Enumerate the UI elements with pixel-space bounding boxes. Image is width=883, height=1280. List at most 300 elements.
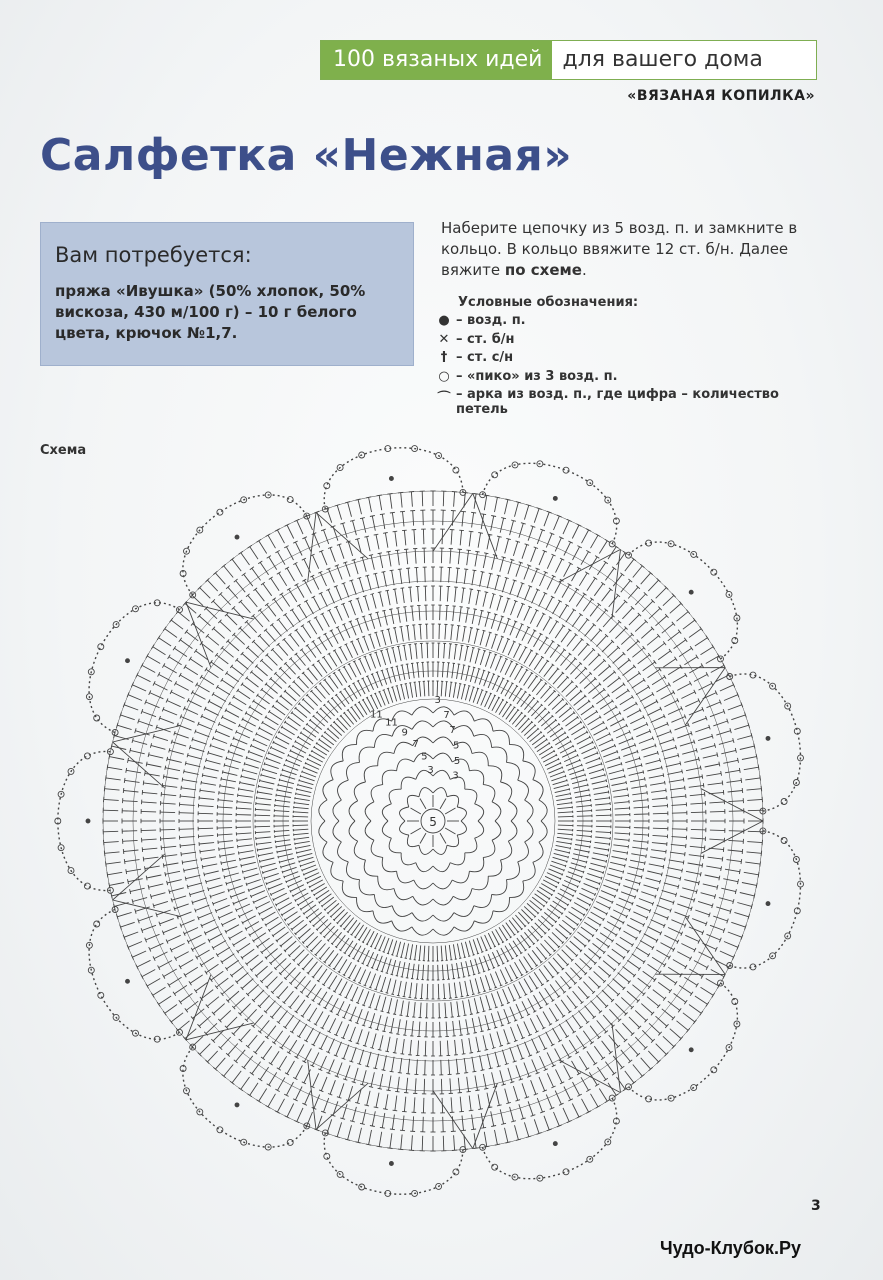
stitch-column [407,664,409,679]
stitch-column [513,542,517,556]
stitch-column [424,681,425,696]
stitch-top [132,899,133,904]
stitch-top [505,983,508,984]
stitch-column [249,752,263,757]
stitch-column [401,493,402,508]
stitch-column [260,1020,270,1032]
stitch-column [734,725,748,729]
stitch-top [510,1082,514,1083]
inner-arch [346,862,359,880]
stitch-column [195,732,209,737]
stitch-column [615,833,630,834]
stitch-top [383,533,388,534]
stitch-column [596,826,611,827]
stitch-column [701,745,716,749]
stitch-column [557,677,567,688]
stitch-column [616,602,626,613]
stitch-column [475,552,478,567]
stitch-column [539,551,545,565]
stitch-column [630,779,645,782]
stitch-column [589,655,600,666]
arch-count-label: 7 [443,709,450,721]
stitch-column [555,789,570,792]
stitch-column [382,631,386,646]
stitch-column [747,789,762,790]
stitch-column [528,998,535,1011]
stitch-column [737,736,752,740]
stitch-top [510,559,514,560]
stitch-column [259,907,272,914]
stitch-column [632,847,647,849]
stitch-column [339,1083,344,1097]
stitch-top [278,856,279,858]
stitch-top [488,672,490,673]
stitch-top [378,1088,382,1089]
stitch-column [199,616,210,626]
stitch-column [529,976,537,989]
stitch-column [348,502,352,517]
stitch-column [278,1011,287,1023]
stitch-column [164,863,179,866]
stitch-column [257,842,272,844]
stitch-column [572,525,579,539]
inner-arch [401,777,416,789]
stitch-top [202,773,203,777]
stitch-column [610,719,623,726]
stitch-column [564,755,578,761]
stitch-top [647,791,648,794]
stitch-top [352,559,356,560]
stitch-column [511,601,516,615]
stitch-column [560,746,573,753]
stitch-column [159,961,172,968]
stitch-column [415,549,416,564]
stitch-column [748,831,763,832]
stitch-top [303,874,304,876]
stitch-column [461,665,464,680]
stitch-column [547,1073,553,1087]
stitch-top [477,953,479,954]
stitch-column [418,1041,419,1056]
stitch-top [514,600,518,601]
stitch-top [259,779,260,782]
stitch-column [294,950,305,961]
inner-arch [342,745,356,761]
stitch-column [232,666,244,675]
stitch-column [364,991,369,1005]
stitch-top [279,779,280,782]
stitch-column [519,523,523,537]
stitch-column [689,1005,701,1014]
stitch-column [380,1074,383,1089]
stitch-column [558,825,573,826]
stitch-top [370,1126,375,1127]
stitch-column [209,934,222,941]
stitch-column [272,625,282,637]
stitch-top [481,1127,486,1128]
stitch-column [415,945,417,960]
stitch-column [563,1108,569,1122]
stitch-column [519,670,527,683]
stitch-column [472,609,475,624]
stitch-top [589,904,590,907]
stitch-top [683,778,684,782]
stitch-column [422,491,423,506]
stitch-top [390,570,394,571]
stitch-column [287,1061,295,1074]
stitch-column [570,941,581,951]
stitch-column [192,692,205,699]
stitch-column [286,876,300,882]
stitch-column [276,737,289,744]
stitch-column [266,717,279,725]
stitch-column [608,1083,616,1096]
stitch-column [398,981,401,996]
stitch-column [397,942,401,957]
stitch-top [469,1053,473,1054]
stitch-column [501,948,508,961]
stitch-top [464,957,466,958]
stitch-top [489,989,492,990]
stitch-column [257,792,272,794]
stitch-column [620,697,633,705]
stitch-column [555,1004,563,1017]
stitch-top [400,684,402,685]
stitch-column [596,695,608,704]
stitch-column [293,829,308,830]
stitch-column [284,765,298,770]
stitch-top [189,745,190,749]
stitch-top [682,869,683,873]
stitch-column [239,726,252,733]
stitch-column [742,757,757,760]
stitch-column [292,610,300,623]
stitch-column [420,624,421,639]
stitch-column [464,569,466,584]
stitch-column [203,775,218,778]
stitch-column [640,941,653,949]
inner-arch [364,860,378,876]
stitch-column [419,1022,420,1037]
stitch-column [485,612,489,626]
stitch-column [596,809,611,810]
stitch-column [302,865,316,870]
stitch-top [364,1105,369,1106]
stitch-column [387,978,391,993]
stitch-column [279,780,294,784]
stitch-column [515,502,519,517]
stitch-top [735,889,736,894]
stitch-column [630,860,645,863]
stitch-column [294,807,309,808]
stitch-top [592,741,593,744]
stitch-top [567,861,568,863]
stitch-top [210,744,211,748]
stitch-column [647,997,659,1007]
stitch-column [449,945,451,960]
stitch-top [570,740,571,742]
stitch-top [562,766,563,768]
stitch-column [574,790,589,793]
arch-count-label: 7 [412,739,419,750]
stitch-column [505,539,509,554]
inner-arch [465,789,477,804]
stitch-column [563,520,569,534]
stitch-top [463,977,466,978]
stitch-top [738,758,739,763]
stitch-column [709,839,724,840]
stitch-top [654,660,657,664]
stitch-column [544,665,553,677]
inner-arch [472,876,488,890]
stitch-column [271,1051,279,1064]
stitch-top [165,872,166,876]
stitch-column [278,552,286,565]
stitch-column [423,965,424,980]
stitch-column [255,1041,264,1053]
stitch-top [385,590,389,591]
stitch-column [566,717,578,726]
stitch-column [575,963,586,974]
stitch-top [378,553,382,554]
stitch-column [402,962,405,977]
stitch-column [466,666,469,681]
stitch-top [481,952,483,953]
stitch-column [195,905,209,910]
stitch-column [257,848,272,850]
stitch-column [579,1056,587,1069]
stitch-column [213,899,227,904]
scallop-edge [183,495,307,595]
stitch-column [656,685,669,693]
stitch-top [270,746,271,749]
stitch-column [164,666,177,674]
stitch-column [218,834,233,835]
stitch-column [418,587,419,602]
stitch-column [307,984,316,996]
stitch-column [513,1086,517,1100]
stitch-top [391,687,393,688]
stitch-top [350,520,355,521]
inner-arch [433,845,447,854]
stitch-column [376,975,381,989]
stitch-column [215,1058,225,1069]
stitch-column [624,704,637,712]
stitch-column [186,763,201,766]
stitch-column [425,586,426,601]
stitch-column [337,912,347,923]
stitch-column [343,1024,349,1038]
stitch-column [393,648,396,663]
stitch-top [278,784,279,786]
stitch-column [222,918,236,925]
stitch-column [553,601,561,614]
stitch-top [463,665,466,666]
stitch-column [228,641,239,651]
stitch-column [222,954,235,962]
stitch-column [635,1037,645,1048]
stitch-column [440,605,441,620]
stitch-column [708,783,723,785]
stitch-top [466,646,469,647]
stitch-column [242,654,253,664]
stitch-column [275,958,286,968]
stitch-column [651,920,665,926]
stitch-top [589,851,590,854]
stitch-top [665,857,666,861]
stitch-top [717,752,718,757]
stitch-column [405,607,407,622]
stitch-column [710,830,725,831]
stitch-column [324,972,332,985]
stitch-column [216,905,230,911]
inner-arch [493,897,509,911]
stitch-top [381,1011,384,1012]
stitch-column [695,996,708,1004]
stitch-column [260,781,275,784]
stitch-column [274,811,289,812]
stitch-top [694,740,695,744]
stitch-top [349,580,353,581]
stitch-column [475,1076,478,1091]
inner-arch [525,821,533,842]
stitch-column [497,950,504,964]
inner-arch [407,835,419,847]
stitch-column [574,903,587,911]
stitch-column [308,669,318,681]
stitch-column [388,998,391,1013]
stitch-column [656,616,667,626]
stitch-top [588,856,589,858]
stitch-column [566,686,577,696]
stitch-column [329,976,337,989]
stitch-column [596,902,610,909]
picot [84,753,90,759]
stitch-column [724,695,738,701]
stitch-top [253,901,254,904]
stitch-column [328,903,339,913]
stitch-column [360,659,366,673]
stitch-column [522,627,529,640]
stitch-column [141,811,156,812]
inner-arch [454,921,474,931]
stitch-column [438,984,439,999]
stitch-column [176,683,189,690]
stitch-column [278,986,288,997]
stitch-column [524,505,528,519]
stitch-top [472,570,476,571]
stitch-column [747,852,762,853]
stitch-column [465,981,468,996]
stitch-top [589,736,590,739]
stitch-top [490,693,492,694]
legend-item: ○ – «пико» из 3 возд. п. [432,369,812,388]
stitch-top [169,890,170,894]
stitch-top [690,992,693,996]
stitch-column [296,845,311,848]
inner-arch [488,766,502,782]
stitch-column [517,1045,522,1059]
stitch-column [613,845,628,847]
stitch-column [259,636,269,647]
stitch-column [410,944,412,959]
stitch-top [597,888,598,891]
stitch-column [686,871,701,874]
stitch-column [160,829,175,830]
stitch-column [233,608,243,619]
stitch-column [616,732,630,738]
stitch-column [348,542,352,556]
stitch-column [269,712,282,720]
stitch-column [475,959,479,973]
stitch-top [382,1031,385,1032]
stitch-column [427,984,428,999]
stitch-column [287,568,295,581]
stitch-column [664,935,677,942]
stitch-column [200,850,215,852]
stitch-column [199,798,214,799]
stitch-column [723,760,738,763]
stitch-top [646,855,647,858]
stitch-column [242,684,254,693]
stitch-column [253,616,263,627]
stitch-column [447,587,448,602]
stitch-top [386,993,389,994]
stitch-column [602,589,611,601]
stitch-column [272,650,282,661]
stitch-top [269,1063,273,1066]
chain-stitch-icon: ● [438,313,450,328]
stitch-column [104,799,119,800]
stitch-column [581,552,589,565]
stitch-top [464,626,467,627]
stitch-column [151,745,166,749]
stitch-column [154,683,167,690]
stitch-top [605,866,606,869]
stitch-column [589,868,603,872]
stitch-column [218,807,233,808]
stitch-column [524,673,532,686]
stitch-column [610,916,623,923]
stitch-column [147,764,162,767]
stitch-column [599,740,613,746]
stitch-column [747,842,762,843]
stitch-column [147,979,160,987]
stitch-column [424,946,425,961]
stitch-column [590,604,599,616]
stitch-column [232,559,241,571]
inner-arch [416,863,433,872]
stitch-column [559,1024,567,1037]
stitch-top [179,638,182,642]
stitch-top [206,758,207,762]
stitch-column [387,591,390,606]
stitch-top [577,886,578,888]
stitch-column [476,1037,479,1052]
inner-arch [333,800,341,821]
stitch-column [577,701,589,710]
inner-arch [518,842,529,862]
stitch-column [525,586,531,600]
stitch-column [659,898,673,903]
stitch-top [646,784,647,787]
stitch-column [383,1055,386,1070]
stitch-top [700,872,701,876]
stitch-column [634,834,649,835]
stitch-column [294,682,305,693]
picot [94,921,100,927]
stitch-column [588,717,601,725]
